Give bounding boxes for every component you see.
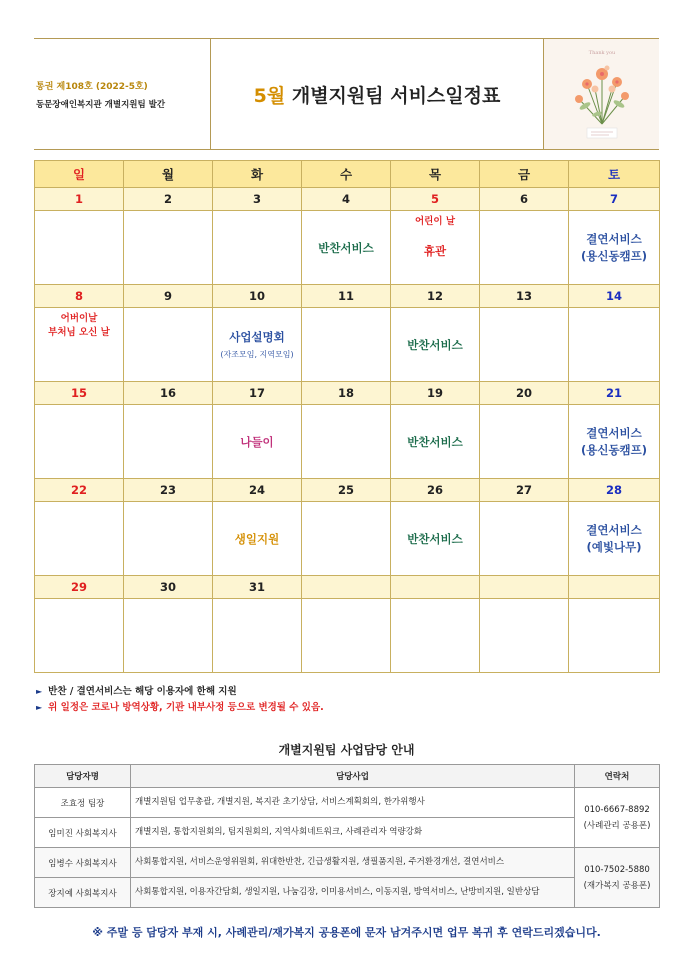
date-cell: 3: [213, 188, 302, 211]
staff-header-row: [35, 765, 660, 788]
event-cell: [302, 599, 391, 673]
date-cell: 31: [213, 576, 302, 599]
table-row: [35, 788, 660, 818]
column-header: 담당자명: [35, 765, 131, 788]
staff-name: 임병수 사회복지사: [35, 848, 131, 878]
event-cell: [302, 502, 391, 576]
date-cell: 24: [213, 479, 302, 502]
date-cell: 23: [124, 479, 213, 502]
staff-duty: 개별지원, 통합지원회의, 팀지원회의, 지역사회네트워크, 사례관리자 역량강화: [131, 818, 575, 848]
event-cell: [391, 211, 480, 285]
staff-contact: [575, 788, 660, 848]
triangle-bullet-icon: ►: [36, 687, 43, 696]
table-row: [35, 848, 660, 878]
staff-duty: 사회통합지원, 이용자간담회, 생일지원, 나눔김장, 이미용서비스, 이동지원, 방역서비스, 난방비지원, 일반상담: [131, 878, 575, 908]
date-cell: [569, 576, 660, 599]
date-cell: 21: [569, 382, 660, 405]
weekday-mon: 월: [124, 161, 213, 188]
table-row: [35, 818, 660, 848]
column-header: 연락처: [575, 765, 660, 788]
date-cell: 16: [124, 382, 213, 405]
staff-duty: 사회통합지원, 서비스운영위원회, 위대한반찬, 긴급생활지원, 생필품지원, 주거환경개선, 결연서비스: [131, 848, 575, 878]
event-cell: [302, 405, 391, 479]
svg-text:Thank you: Thank you: [588, 50, 615, 56]
page-title: [254, 81, 501, 108]
event-cell: [213, 308, 302, 382]
contact-phone: 010-6667-8892: [584, 804, 650, 815]
event-cell: [480, 308, 569, 382]
event-cell: [35, 502, 124, 576]
date-row: [35, 382, 660, 405]
date-cell: 18: [302, 382, 391, 405]
date-cell: 12: [391, 285, 480, 308]
event-text: 휴관: [423, 244, 447, 258]
holiday-note: 어버이날 부처님 오신 날: [48, 313, 110, 338]
weekday-tue: 화: [213, 161, 302, 188]
weekday-sat: 토: [569, 161, 660, 188]
staff-duty: 개별지원팀 업무총괄, 개별지원, 복지관 초기상담, 서비스계획회의, 한가위행사: [131, 788, 575, 818]
event-row: [35, 211, 660, 285]
date-cell: 15: [35, 382, 124, 405]
staff-name: 장지예 사회복지사: [35, 878, 131, 908]
date-cell: [480, 576, 569, 599]
event-cell: [569, 308, 660, 382]
event-cell: [569, 599, 660, 673]
weekday-sun: 일: [35, 161, 124, 188]
date-cell: 8: [35, 285, 124, 308]
date-cell: 17: [213, 382, 302, 405]
event-cell: [480, 211, 569, 285]
holiday-note: 어린이 날: [414, 216, 455, 227]
date-cell: 11: [302, 285, 391, 308]
column-header: 담당사업: [131, 765, 575, 788]
date-row: [35, 479, 660, 502]
schedule-notes: [36, 684, 324, 716]
note-text: 위 일정은 코로나 방역상황, 기관 내부사정 등으로 변경될 수 있음.: [48, 702, 324, 713]
staff-table: [34, 764, 660, 908]
note-line: [36, 700, 324, 716]
event-cell: [480, 599, 569, 673]
contact-phone: 010-7502-5880: [584, 864, 650, 875]
event-cell: [124, 405, 213, 479]
title-month: 5월: [253, 84, 286, 107]
event-cell: [124, 308, 213, 382]
event-cell: 나들이: [213, 405, 302, 479]
date-cell: 2: [124, 188, 213, 211]
date-cell: 4: [302, 188, 391, 211]
weekday-header-row: [35, 161, 660, 188]
event-cell: [35, 211, 124, 285]
event-cell: [391, 599, 480, 673]
date-cell: 19: [391, 382, 480, 405]
date-cell: 20: [480, 382, 569, 405]
date-cell: [391, 576, 480, 599]
event-cell: [35, 599, 124, 673]
event-cell: [124, 211, 213, 285]
weekday-thu: 목: [391, 161, 480, 188]
event-cell: [35, 405, 124, 479]
event-cell: [480, 502, 569, 576]
date-row: [35, 188, 660, 211]
note-line: [36, 684, 324, 700]
weekday-fri: 금: [480, 161, 569, 188]
staff-name: 조효정 팀장: [35, 788, 131, 818]
schedule-calendar: [34, 160, 660, 673]
event-cell: [213, 211, 302, 285]
event-row: [35, 599, 660, 673]
event-row: [35, 502, 660, 576]
event-cell: 생일지원: [213, 502, 302, 576]
contact-label: (사례관리 공용폰): [583, 820, 651, 831]
date-row: [35, 576, 660, 599]
event-cell: 결연서비스 (용신동캠프): [569, 405, 660, 479]
date-cell: 10: [213, 285, 302, 308]
event-subtext: (자조모임, 지역모임): [220, 350, 294, 359]
publisher: 동문장애인복지관 개별지원팀 발간: [36, 100, 166, 110]
event-cell: 결연서비스 (예빛나무): [569, 502, 660, 576]
date-cell: 7: [569, 188, 660, 211]
issue-number: 통권 제108호 (2022-5호): [36, 82, 148, 92]
date-cell: 28: [569, 479, 660, 502]
footer-notice: ※ 주말 등 담당자 부재 시, 사례관리/재가복지 공용폰에 문자 남겨주시면 업무 복귀 후 연락드리겠습니다.: [92, 926, 601, 939]
event-cell: [124, 599, 213, 673]
date-cell: 5: [391, 188, 480, 211]
date-cell: [302, 576, 391, 599]
date-cell: 25: [302, 479, 391, 502]
date-row: [35, 285, 660, 308]
header-left: [34, 39, 211, 149]
date-cell: 26: [391, 479, 480, 502]
staff-section-title: 개별지원팀 사업담당 안내: [278, 743, 415, 757]
staff-contact: [575, 848, 660, 908]
date-cell: 1: [35, 188, 124, 211]
date-cell: 14: [569, 285, 660, 308]
date-cell: 9: [124, 285, 213, 308]
note-text: 반찬 / 결연서비스는 해당 이용자에 한해 지원: [48, 686, 237, 697]
event-cell: 반찬서비스: [302, 211, 391, 285]
contact-label: (재가복지 공용폰): [583, 880, 651, 891]
triangle-bullet-icon: ►: [36, 703, 43, 712]
staff-name: 임미진 사회복지사: [35, 818, 131, 848]
event-cell: [213, 599, 302, 673]
header-title-area: [211, 39, 543, 149]
date-cell: 29: [35, 576, 124, 599]
table-row: [35, 878, 660, 908]
newsletter-header: [34, 38, 659, 150]
date-cell: 6: [480, 188, 569, 211]
header-image: [543, 39, 659, 149]
date-cell: 22: [35, 479, 124, 502]
event-cell: [35, 308, 124, 382]
flower-bouquet-icon: [557, 44, 647, 144]
event-cell: [302, 308, 391, 382]
event-text: 사업설명회: [229, 330, 285, 344]
event-cell: [480, 405, 569, 479]
event-row: [35, 308, 660, 382]
date-cell: 13: [480, 285, 569, 308]
event-cell: 반찬서비스: [391, 308, 480, 382]
event-row: [35, 405, 660, 479]
event-cell: 반찬서비스: [391, 502, 480, 576]
event-cell: 반찬서비스: [391, 405, 480, 479]
event-cell: [124, 502, 213, 576]
date-cell: 27: [480, 479, 569, 502]
date-cell: 30: [124, 576, 213, 599]
weekday-wed: 수: [302, 161, 391, 188]
title-text: 개별지원팀 서비스일정표: [285, 84, 501, 107]
event-cell: 결연서비스 (용신동캠프): [569, 211, 660, 285]
